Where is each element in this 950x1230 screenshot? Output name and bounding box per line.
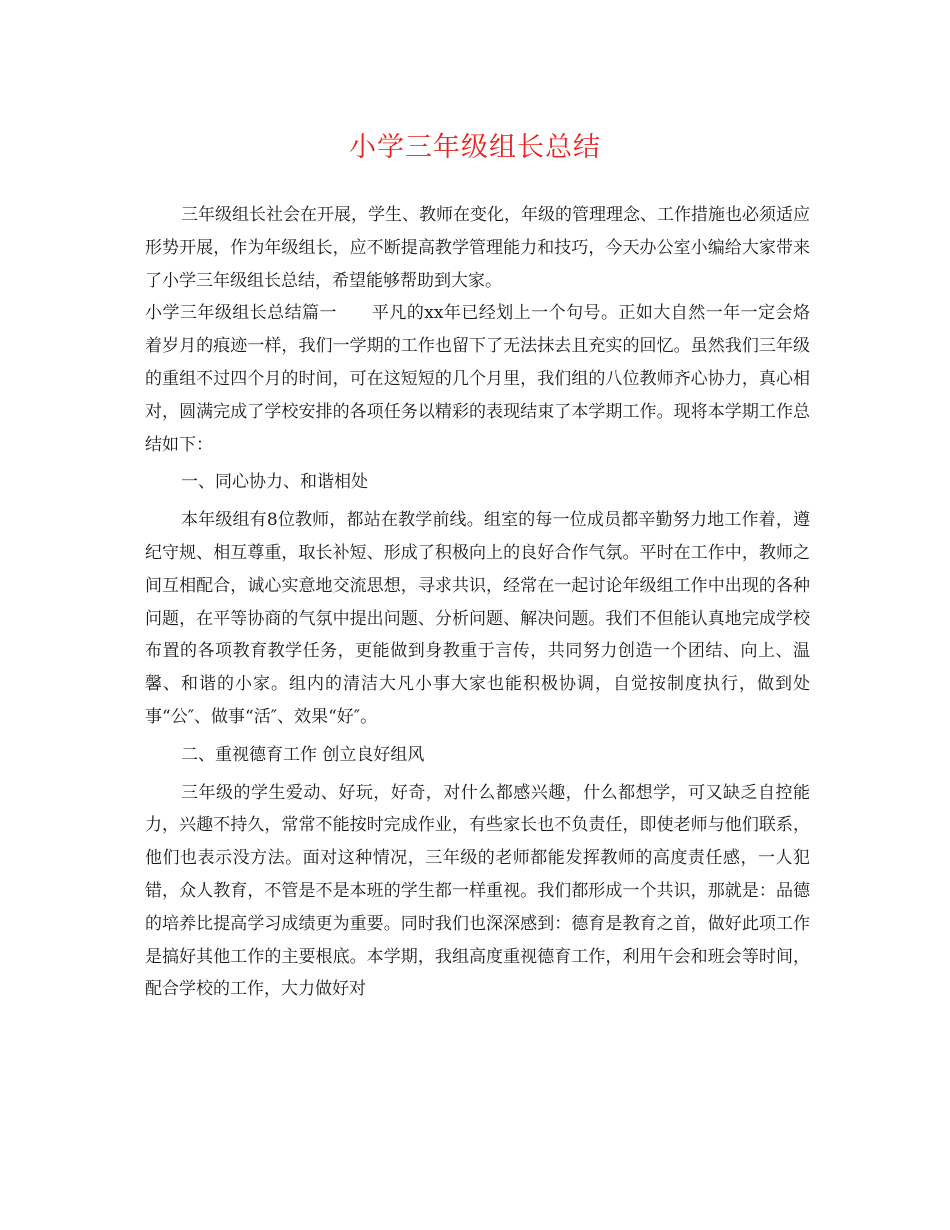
section-heading-1: 一、同心协力、和谐相处 [181, 472, 368, 493]
document-body [145, 199, 810, 1006]
section-heading-2: 二、重视德育工作 创立良好组风 [181, 744, 425, 765]
page-title: 小学三年级组长总结 [349, 132, 601, 163]
part-one-paragraph: 小学三年级组长总结篇一 平凡的xx年已经划上一个句号。正如大自然一年一定会烙着岁月的痕迹一样，我们一学期的工作也留下了无法抹去且充实的回忆。虽然我们三年级的重组不过四个月的时间，可在这短短的几个月里，我们组的八位教师齐心协力，真心相对，圆满完成了学校安排的各项任务以精彩的表现结束了本学期工作。现将本学期工作总结如下： [145, 303, 810, 455]
section-2-paragraph: 三年级的学生爱动、好玩，好奇，对什么都感兴趣，什么都想学，可又缺乏自控能力，兴趣不持久，常常不能按时完成作业，有些家长也不负责任，即使老师与他们联系，他们也表示没方法。面对这种情况，三年级的老师都能发挥教师的高度责任感，一人犯错，众人教育，不管是不是本班的学生都一样重视。我们都形成一个共识，那就是：品德的培养比提高学习成绩更为重要。同时我们也深深感到：德育是教育之首，做好此项工作是搞好其他工作的主要根底。本学期，我组高度重视德育工作，利用午会和班会等时间，配合学校的工作，大力做好对 [145, 782, 810, 1000]
intro-paragraph: 三年级组长社会在开展，学生、教师在变化，年级的管理理念、工作措施也必须适应形势开展，作为年级组长，应不断提高教学管理能力和技巧，今天办公室小编给大家带来了小学三年级组长总结，希望能够帮助到大家。 [145, 205, 810, 291]
section-1-paragraph: 本年级组有8位教师，都站在教学前线。组室的每一位成员都辛勤努力地工作着，遵纪守规、相互尊重，取长补短、形成了积极向上的良好合作气氛。平时在工作中，教师之间互相配合，诚心实意地交流思想，寻求共识，经常在一起讨论年级组工作中出现的各种问题，在平等协商的气氛中提出问题、分析问题、解决问题。我们不但能认真地完成学校布置的各项教育教学任务，更能做到身教重于言传，共同努力创造一个团结、向上、温馨、和谐的小家。组内的清洁大凡小事大家也能积极协调，自觉按制度执行，做到处事“公″、做事“活″、效果“好″。 [145, 510, 810, 727]
